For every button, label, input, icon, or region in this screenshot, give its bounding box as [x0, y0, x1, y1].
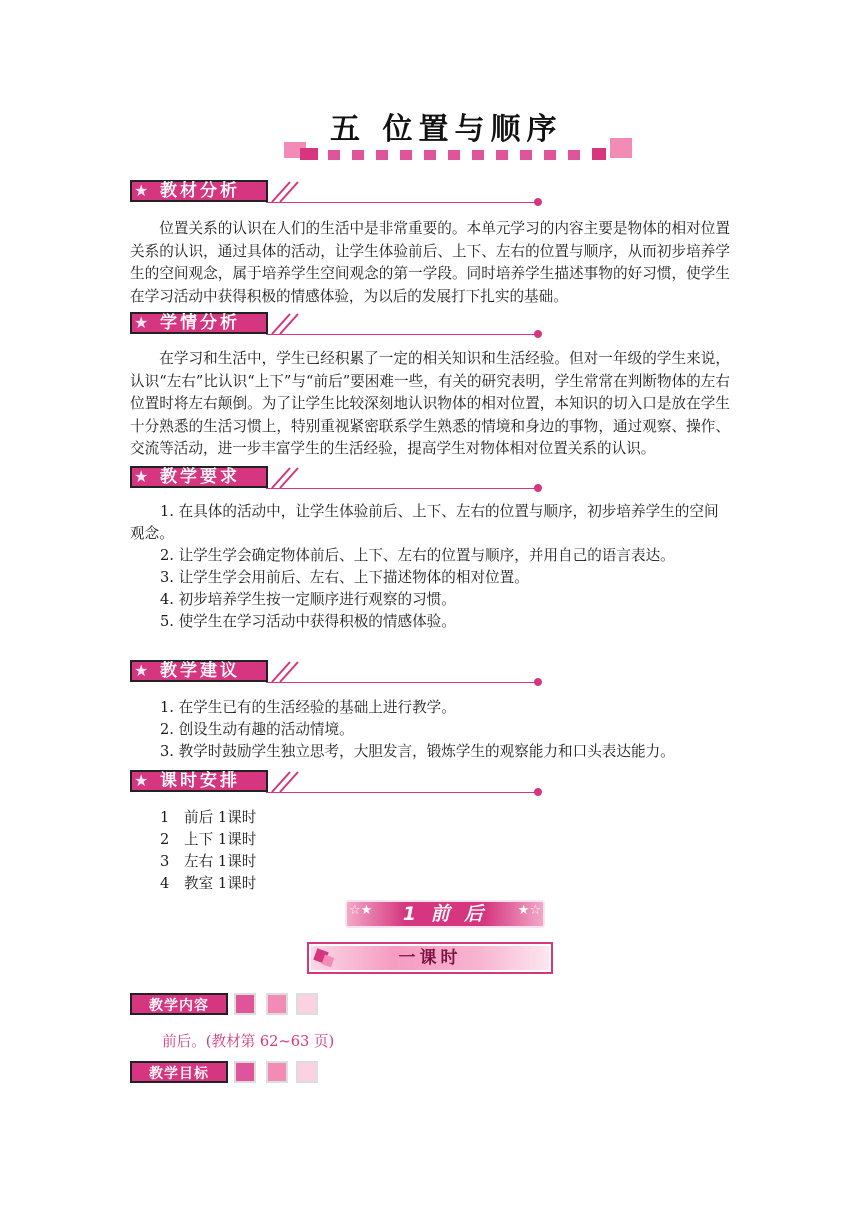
list-item: 2. 创设生动有趣的活动情境。 — [160, 721, 354, 738]
star-icon: ★ — [134, 661, 149, 680]
page-title: 五 位置与顺序 — [330, 112, 563, 147]
period-banner: 一课时 — [307, 942, 553, 974]
list-item: 3 左右 1课时 — [160, 853, 257, 870]
slash-decoration — [262, 180, 302, 204]
slash-decoration — [262, 312, 302, 336]
list-item: 1. 在具体的活动中，让学生体验前后、上下、左右的位置与顺序，初步培养学生的空间观念。 — [130, 503, 719, 542]
list-item: 2 上下 1课时 — [160, 831, 257, 848]
section-header-suggestions: ★ 教学建议 — [130, 660, 414, 688]
section-header-situation: ★ 学情分析 — [130, 312, 414, 340]
section-header-analysis: ★ 教材分析 — [130, 180, 414, 208]
slash-decoration — [262, 660, 302, 684]
list-item: 1. 在学生已有的生活经验的基础上进行教学。 — [160, 699, 456, 716]
star-icon: ★ — [134, 181, 149, 200]
star-icon: ★ — [134, 771, 149, 790]
section-header-requirements: ★ 教学要求 — [130, 466, 414, 494]
list-item: 2. 让学生学会确定物体前后、上下、左右的位置与顺序，并用自己的语言表达。 — [160, 547, 675, 564]
list-item: 3. 让学生学会用前后、左右、上下描述物体的相对位置。 — [160, 569, 529, 586]
schedule-list — [160, 807, 256, 895]
list-item: 3. 教学时鼓励学生独立思考，大胆发言，锻炼学生的观察能力和口头表达能力。 — [160, 743, 675, 760]
list-item: 4. 初步培养学生按一定顺序进行观察的习惯。 — [160, 591, 456, 608]
section-body-situation: 在学习和生活中，学生已经积累了一定的相关知识和生活经验。但对一年级的学生来说，认识“左右”比认识“上下”与“前后”要困难一些，有关的研究表明，学生常常在判断物体的左右位置时将左右颠倒。为了让学生比较深刻地认识物体的相对位置，本知识的切入口是放在学生十分熟悉的生活习惯上，特别重视紧密联系学生熟悉的情境和身边的事物，通过观察、操作、交流等活动，进一步丰富学生的生活经验，提高学生对物体相对位置关系的认识。 — [130, 350, 730, 457]
list-item: 1 前后 1课时 — [160, 809, 257, 826]
teaching-content-text: 前后。(教材第 62~63 页) — [162, 1033, 335, 1050]
section-header-schedule: ★ 课时安排 — [130, 770, 414, 798]
star-icon: ★☆ — [517, 903, 541, 918]
suggestions-list — [130, 697, 730, 763]
list-item: 5. 使学生在学习活动中获得积极的情感体验。 — [160, 613, 456, 630]
requirements-list — [130, 501, 730, 633]
title-decoration — [282, 136, 642, 166]
section-body-analysis: 位置关系的认识在人们的生活中是非常重要的。本单元学习的内容主要是物体的相对位置关系的认识，通过具体的活动，让学生体验前后、上下、左右的位置与顺序，从而初步培养学生的空间观念，属于培养学生空间观念的第一学段。同时培养学生描述事物的好习惯，使学生在学习活动中获得积极的情感体验，为以后的发展打下扎实的基础。 — [130, 220, 730, 305]
star-icon: ★ — [134, 313, 149, 332]
star-icon: ☆★ — [349, 903, 373, 918]
slash-decoration — [262, 770, 302, 794]
slash-decoration — [262, 466, 302, 490]
list-item: 4 教室 1课时 — [160, 875, 257, 892]
star-icon: ★ — [134, 467, 149, 486]
lesson-title-banner: ☆★ ★☆ 1 前 后 — [345, 900, 545, 928]
